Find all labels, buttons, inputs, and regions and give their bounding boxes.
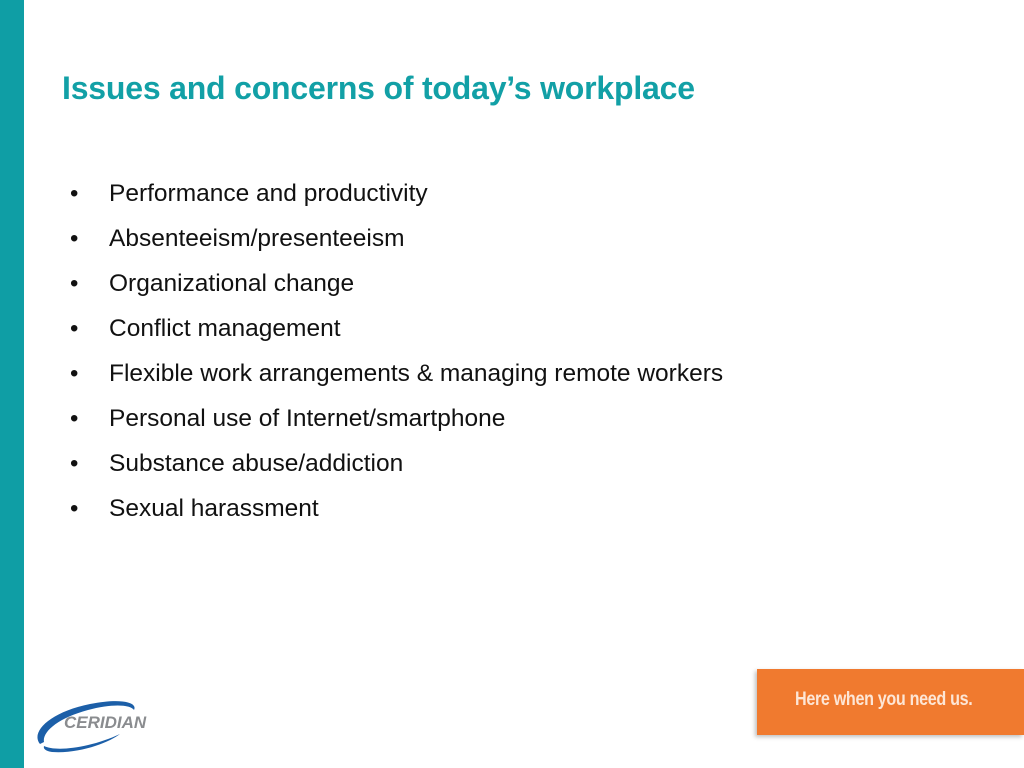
bullet-text: Conflict management bbox=[109, 315, 341, 342]
side-accent-bar bbox=[0, 0, 24, 768]
bullet-icon: • bbox=[70, 180, 79, 207]
bullet-text: Absenteeism/presenteeism bbox=[109, 225, 405, 252]
bullet-text: Personal use of Internet/smartphone bbox=[109, 405, 506, 432]
bullet-text: Organizational change bbox=[109, 270, 355, 297]
bullet-icon: • bbox=[70, 405, 79, 432]
bullet-icon: • bbox=[70, 270, 79, 297]
bullet-text: Flexible work arrangements & managing remote workers bbox=[109, 360, 724, 387]
bullet-icon: • bbox=[70, 495, 79, 522]
tagline-text: Here when you need us. bbox=[795, 689, 973, 710]
logo-wordmark: CERIDIAN bbox=[64, 713, 147, 732]
tagline-banner bbox=[757, 669, 1024, 735]
bullet-text: Sexual harassment bbox=[109, 495, 319, 522]
bullet-icon: • bbox=[70, 225, 79, 252]
bullet-icon: • bbox=[70, 450, 79, 477]
slide-title: Issues and concerns of today’s workplace bbox=[62, 70, 695, 106]
bullet-text: Performance and productivity bbox=[109, 180, 428, 207]
ceridian-logo bbox=[30, 690, 190, 754]
bullet-icon: • bbox=[70, 360, 79, 387]
bullet-text: Substance abuse/addiction bbox=[109, 450, 404, 477]
bullet-icon: • bbox=[70, 315, 79, 342]
